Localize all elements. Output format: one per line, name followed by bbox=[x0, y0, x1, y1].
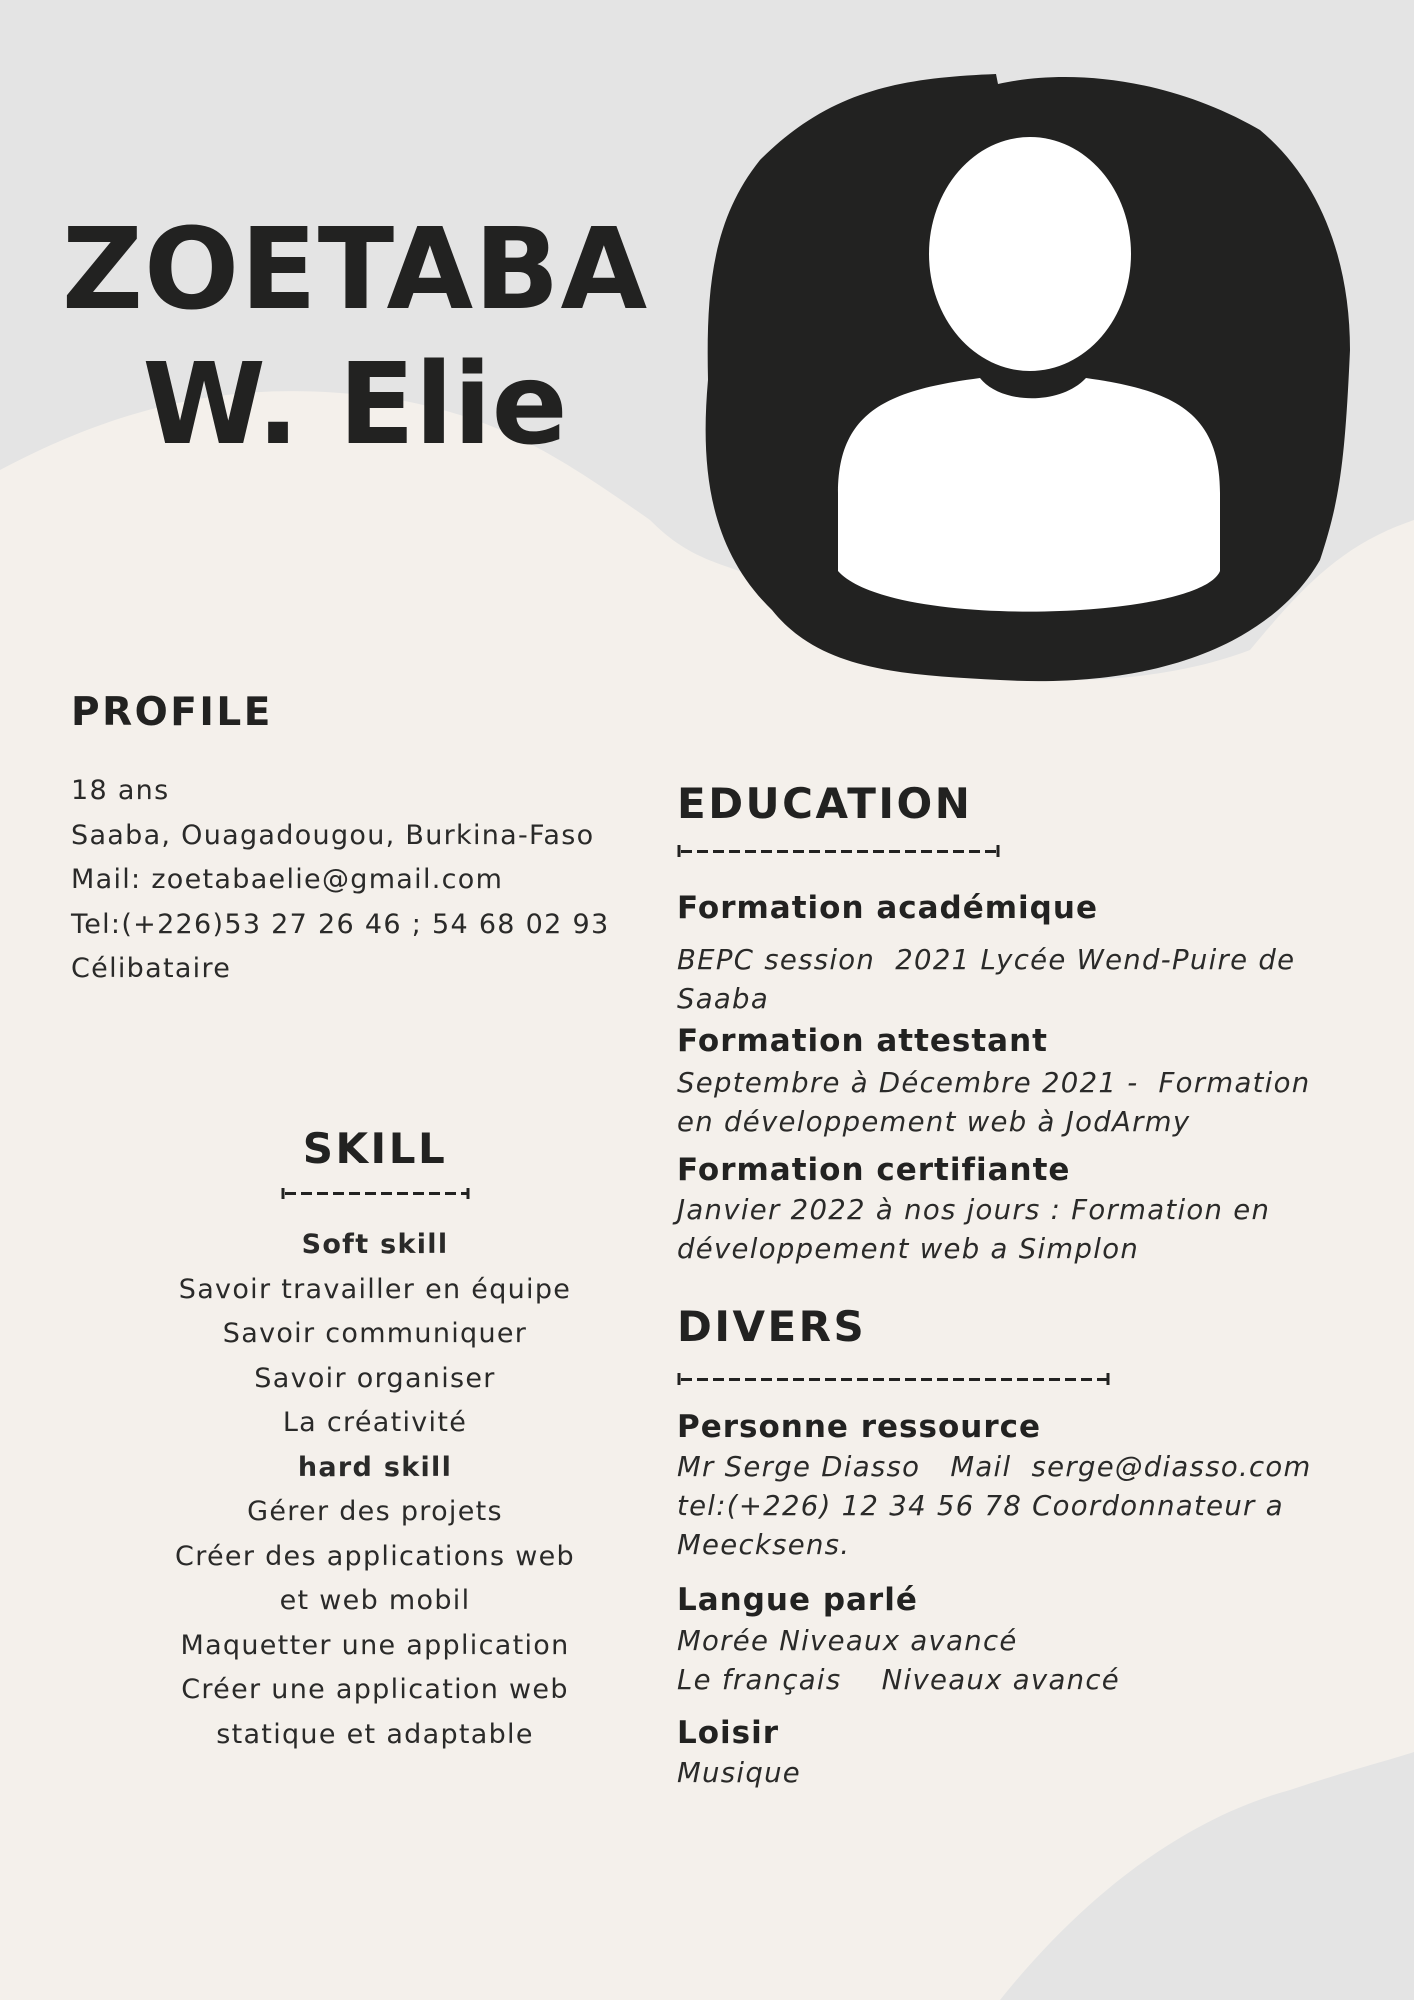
education-item-text bbox=[677, 941, 1337, 1019]
profile-details bbox=[71, 769, 609, 992]
hard-skill-title: hard skill bbox=[297, 1451, 453, 1483]
divers-item-text bbox=[677, 1754, 1337, 1793]
divers-item-title: Langue parlé bbox=[677, 1582, 918, 1618]
education-divider bbox=[677, 844, 1001, 858]
hard-skill-item: et web mobil bbox=[279, 1585, 471, 1616]
soft-skill-item: Savoir travailler en équipe bbox=[178, 1273, 572, 1305]
soft-skill-item: Savoir organiser bbox=[254, 1362, 496, 1394]
skill-divider bbox=[281, 1186, 471, 1200]
education-line: Saaba bbox=[677, 983, 769, 1015]
hard-skill-item: Créer des applications web bbox=[175, 1540, 575, 1572]
hard-skill-item: Créer une application web bbox=[181, 1674, 569, 1705]
divers-line: Meecksens. bbox=[677, 1529, 851, 1561]
divers-item-text bbox=[677, 1448, 1337, 1565]
profile-age: 18 ans bbox=[71, 775, 170, 806]
divers-item-title: Loisir bbox=[677, 1715, 780, 1751]
skill-list bbox=[120, 1223, 630, 1757]
person-silhouette-icon bbox=[700, 70, 1360, 690]
name-line-2: W. Elie bbox=[142, 340, 568, 470]
soft-skill-title: Soft skill bbox=[301, 1229, 449, 1260]
hard-skill-item: statique et adaptable bbox=[216, 1718, 534, 1750]
divers-line: Musique bbox=[677, 1757, 802, 1789]
education-item-text bbox=[677, 1191, 1337, 1269]
education-line: en développement web à JodArmy bbox=[677, 1106, 1191, 1138]
hard-skill-item: Gérer des projets bbox=[247, 1496, 503, 1527]
education-heading: EDUCATION bbox=[677, 779, 973, 828]
education-line: BEPC session 2021 Lycée Wend-Puire de bbox=[677, 944, 1296, 976]
candidate-name bbox=[40, 205, 670, 475]
divers-item-title: Personne ressource bbox=[677, 1409, 1042, 1445]
profile-heading: PROFILE bbox=[71, 690, 273, 735]
education-line: Janvier 2022 à nos jours : Formation en bbox=[677, 1194, 1271, 1226]
profile-phone: Tel:(+226)53 27 26 46 ; 54 68 02 93 bbox=[71, 908, 610, 940]
education-item-text bbox=[677, 1064, 1337, 1142]
name-line-1: ZOETABA bbox=[61, 205, 649, 335]
divers-item-text bbox=[677, 1622, 1337, 1700]
hard-skill-item: Maquetter une application bbox=[180, 1629, 570, 1661]
skill-heading: SKILL bbox=[302, 1124, 448, 1173]
profile-address: Saaba, Ouagadougou, Burkina-Faso bbox=[71, 819, 595, 851]
profile-status: Célibataire bbox=[71, 953, 232, 984]
education-line: développement web a Simplon bbox=[677, 1233, 1140, 1265]
education-line: Septembre à Décembre 2021 - Formation bbox=[677, 1067, 1311, 1099]
soft-skill-item: Savoir communiquer bbox=[222, 1318, 528, 1349]
divers-line: Le français Niveaux avancé bbox=[677, 1664, 1121, 1696]
education-item-title: Formation certifiante bbox=[677, 1152, 1071, 1188]
divers-line: Mr Serge Diasso Mail serge@diasso.com bbox=[677, 1451, 1312, 1483]
divers-divider bbox=[677, 1372, 1111, 1386]
divers-line: Morée Niveaux avancé bbox=[677, 1625, 1018, 1657]
divers-heading: DIVERS bbox=[677, 1302, 867, 1351]
education-item-title: Formation attestant bbox=[677, 1023, 1048, 1059]
divers-line: tel:(+226) 12 34 56 78 Coordonnateur a bbox=[677, 1490, 1284, 1522]
profile-email: Mail: zoetabaelie@gmail.com bbox=[71, 864, 504, 895]
soft-skill-item: La créativité bbox=[282, 1407, 468, 1438]
education-item-title: Formation académique bbox=[677, 890, 1098, 926]
